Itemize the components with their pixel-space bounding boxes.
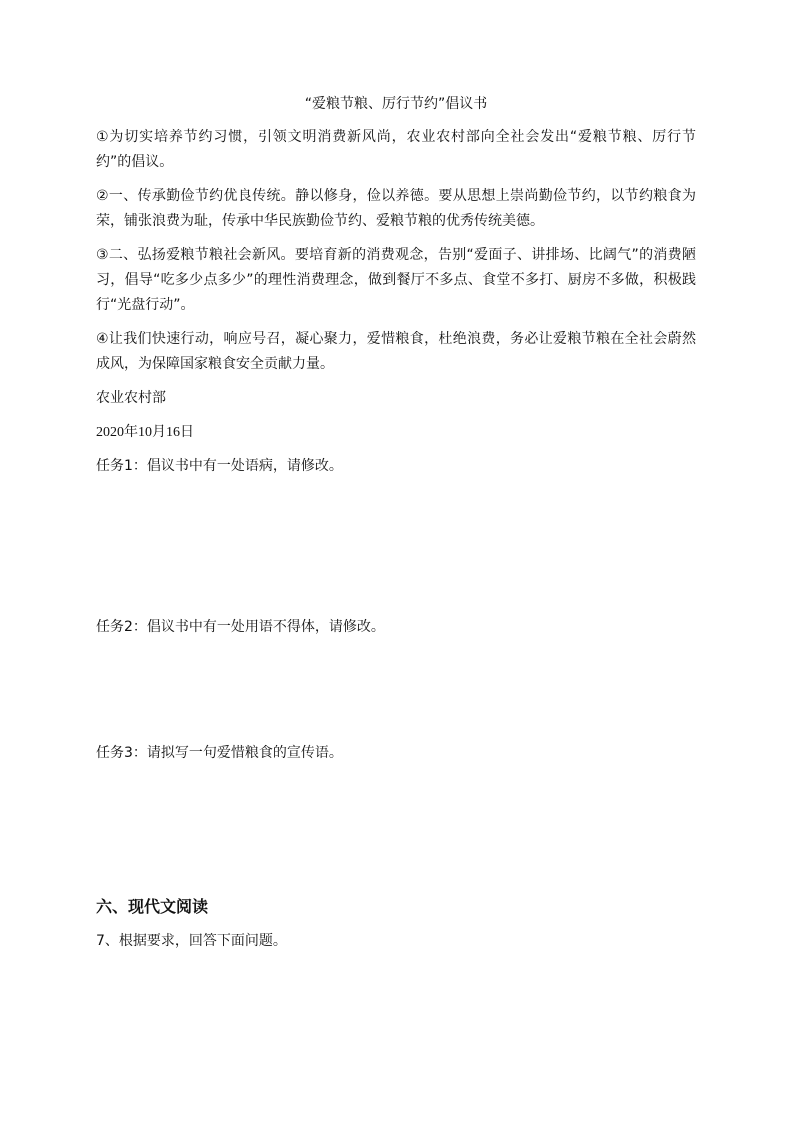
paragraph-1: ①为切实培养节约习惯，引领文明消费新风尚，农业农村部向全社会发出“爱粮节粮、厉行节约”的倡议。 (96, 129, 696, 170)
proposal-title: “爱粮节粮、厉行节约”倡议书 (304, 96, 488, 112)
signature: 农业农村部 (96, 390, 166, 406)
task-2: 任务2：倡议书中有一处用语不得体，请修改。 (96, 619, 385, 635)
answer-space-3 (96, 766, 696, 893)
question-7: 7、根据要求，回答下面问题。 (96, 933, 287, 949)
answer-space-1 (96, 479, 696, 615)
section-heading: 六、现代文阅读 (96, 897, 209, 916)
page-content (96, 92, 696, 954)
task-3: 任务3：请拟写一句爱惜粮食的宣传语。 (96, 745, 343, 761)
paragraph-3: ③二、弘扬爱粮节粮社会新风。要培育新的消费观念，告别“爱面子、讲排场、比阔气”的消费陋习，倡导“吃多少点多少”的理性消费理念，做到餐厅不多点、食堂不多打、厨房不多做，积极践行“光盘行动”。 (96, 247, 696, 313)
answer-space-2 (96, 640, 696, 741)
paragraph-4: ④让我们快速行动，响应号召，凝心聚力，爱惜粮食，杜绝浪费，务必让爱粮节粮在全社会蔚然成风，为保障国家粮食安全贡献力量。 (96, 331, 696, 372)
paragraph-2: ②一、传承勤俭节约优良传统。静以修身，俭以养德。要从思想上崇尚勤俭节约，以节约粮食为荣，铺张浪费为耻，传承中华民族勤俭节约、爱粮节粮的优秀传统美德。 (96, 188, 696, 229)
task-1: 任务1：倡议书中有一处语病，请修改。 (96, 458, 343, 474)
document-date: 2020年10月16日 (96, 425, 194, 440)
